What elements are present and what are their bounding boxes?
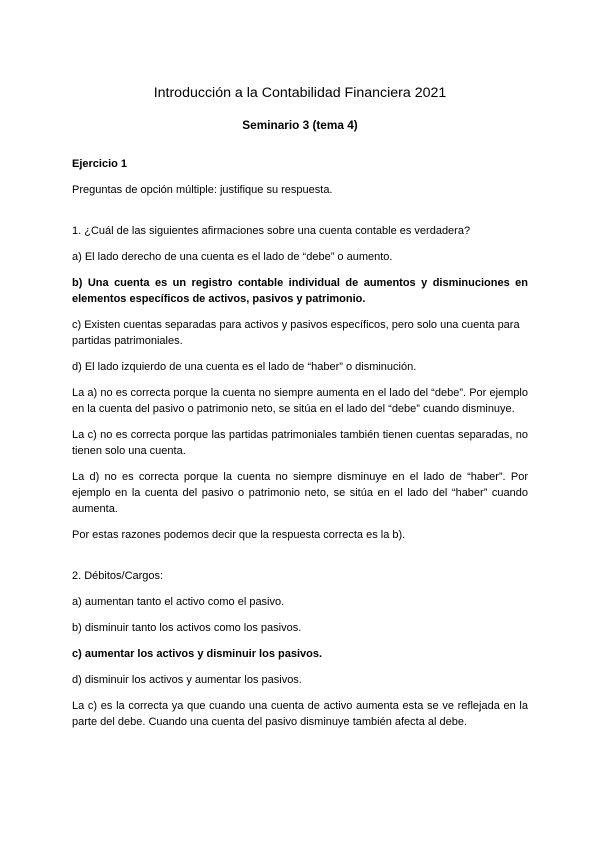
question-2-option-c-correct: c) aumentar los activos y disminuir los pasivos.: [72, 648, 323, 660]
question-2-option-d: d) disminuir los activos y aumentar los pasivos.: [72, 674, 302, 686]
document-body: [72, 156, 528, 740]
exercise-instructions: Preguntas de opción múltiple: justifique su respuesta.: [72, 184, 333, 196]
question-1-explanation-a: La a) no es correcta porque la cuenta no siempre aumenta en el lado del “debe”. Por ejemplo en la cuenta del pasivo o patrimonio neto, se sitúa en el lado del “debe” cuando disminuye.: [72, 387, 528, 415]
exercise-heading: Ejercicio 1: [72, 158, 128, 170]
question-2-option-b: b) disminuir tanto los activos como los pasivos.: [72, 622, 302, 634]
question-1-explanation-d: La d) no es correcta porque la cuenta no siempre disminuye en el lado de “haber”. Por ejemplo en la cuenta del pasivo o patrimonio neto, se sitúa en el lado del “haber” cuando aumenta.: [72, 471, 528, 515]
document-title: Introducción a la Contabilidad Financiera 2021: [153, 85, 447, 101]
question-2-explanation: La c) es la correcta ya que cuando una cuenta de activo aumenta esta se ve reflejada en la parte del debe. Cuando una cuenta del pasivo disminuye también afecta al debe.: [72, 700, 528, 728]
question-1-conclusion: Por estas razones podemos decir que la respuesta correcta es la b).: [72, 529, 406, 541]
question-2-option-a: a) aumentan tanto el activo como el pasivo.: [72, 596, 285, 608]
question-1-option-a: a) El lado derecho de una cuenta es el lado de “debe” o aumento.: [72, 251, 393, 263]
question-2-prompt: 2. Débitos/Cargos:: [72, 570, 164, 582]
question-1-option-d: d) El lado izquierdo de una cuenta es el lado de “haber” o disminución.: [72, 361, 417, 373]
question-1-option-c: c) Existen cuentas separadas para activos y pasivos específicos, pero solo una cuenta para partidas patrimoniales.: [72, 319, 520, 347]
question-1-option-b-correct: b) Una cuenta es un registro contable individual de aumentos y disminuciones en elementos específicos de activos, pasivos y patrimonio.: [72, 277, 528, 305]
question-1-explanation-c: La c) no es correcta porque las partidas patrimoniales también tienen cuentas separadas, no tienen solo una cuenta.: [72, 429, 528, 457]
document-subtitle: Seminario 3 (tema 4): [242, 118, 358, 132]
question-1-prompt: 1. ¿Cuál de las siguientes afirmaciones sobre una cuenta contable es verdadera?: [72, 225, 471, 237]
